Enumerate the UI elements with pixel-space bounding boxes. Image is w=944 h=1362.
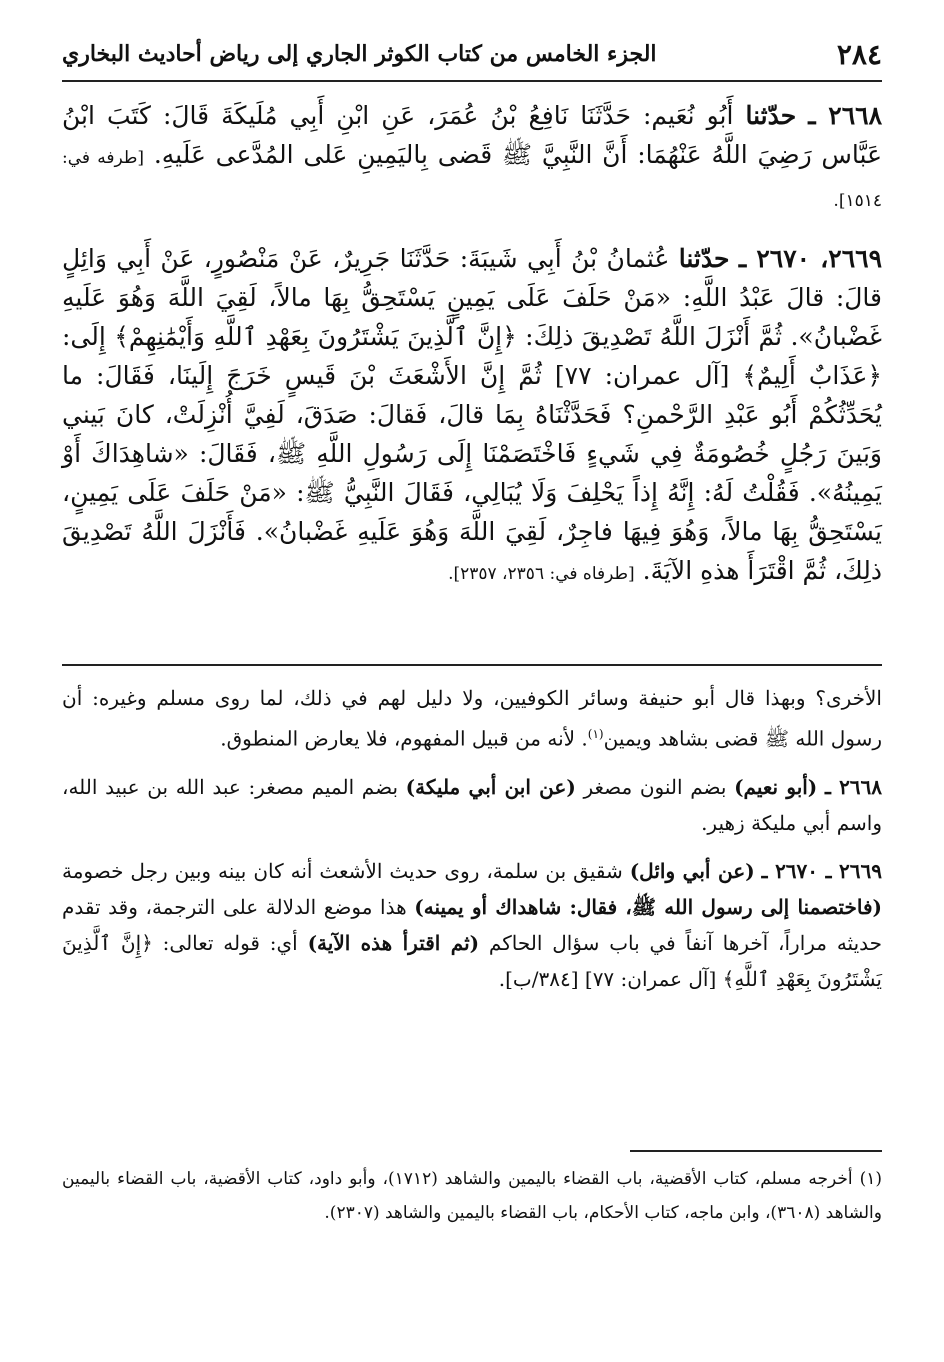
footnote-1: (١) أخرجه مسلم، كتاب الأقضية، باب القضاء باليمين والشاهد (١٧١٢)، وأبو داود، كتاب الأقضية، باب القضاء باليمين والشاهد (٣٦٠٨)، وابن ماجه، كتاب الأحكام، باب القضاء باليمين والشاهد (٢٣٠٧). xyxy=(62,1169,882,1223)
section-divider xyxy=(62,664,882,666)
running-header xyxy=(62,28,882,82)
commentary-text: شقيق بن سلمة، روى حديث الأشعث أنه كان بينه وبين رجل خصومة xyxy=(62,858,623,883)
page-number: ٢٨٤ xyxy=(836,37,882,71)
commentary-paragraph xyxy=(62,680,882,757)
commentary-number: ٢٦٦٩ ـ ٢٦٧٠ ـ xyxy=(761,858,882,883)
hadith-chain-word: حدّثنا xyxy=(678,244,730,273)
quoted-term: (أبو نعيم) xyxy=(734,774,818,799)
hadith-2668 xyxy=(62,96,882,221)
commentary-section xyxy=(62,680,882,1009)
footnote-divider xyxy=(630,1150,882,1152)
quoted-term: (فاختصمنا إلى رسول الله ﷺ، فقال: شاهداك أو يمينه) xyxy=(414,894,883,919)
hadith-chain-word: حدّثنا xyxy=(745,101,797,130)
commentary-number: ٢٦٦٨ ـ xyxy=(824,774,883,799)
commentary-paragraph xyxy=(62,853,882,997)
cross-reference: [طرفاه في: ٢٣٥٦، ٢٣٥٧]. xyxy=(448,564,635,584)
hadith-number: ٢٦٦٨ ـ xyxy=(808,101,882,130)
commentary-text: بضم النون مصغر xyxy=(583,774,727,799)
hadith-text: عُثمانُ بْنُ أَبِي شَيبَةَ: حَدَّثَنَا جَرِيرٌ، عَنْ مَنْصُورٍ، عَنْ أَبِي وَائِلٍ قالَ: قالَ عَبْدُ اللَّهِ: «مَنْ حَلَفَ عَلَى يَمِينٍ يَسْتَحِقُّ بِهَا مالاً، لَقِيَ اللَّهَ وَهُوَ عَلَيهِ غَضْبانُ». ثُمَّ أَنْزَلَ اللَّهُ تَصْدِيقَ ذلِكَ: ﴿إِنَّ ٱلَّذِينَ يَشْتَرُونَ بِعَهْدِ ٱللَّهِ وَأَيْمَٰنِهِمْ﴾ إِلَى: ﴿عَذَابٌ أَلِيمٌ﴾ [آل عمران: ٧٧] ثُمَّ إِنَّ الأَشْعَثَ بْنَ قَيسٍ خَرَجَ إِلَينَا، فَقَالَ: ما يُحَدِّثُكُمْ أَبُو عَبْدِ الرَّحْمنِ؟ فَحَدَّثْنَاهُ بِمَا قالَ، فَقالَ: صَدَقَ، لَفِيَّ أُنْزِلَتْ، كانَ بَيني وَبَينَ رَجُلٍ خُصُومَةٌ فِي شَيءٍ فَاخْتَصَمْنَا إِلَى رَسُولِ اللَّهِ ﷺ، فَقَالَ: «شاهِدَاكَ أَوْ يَمِينُهُ». فَقُلْتُ لَهُ: إِنَّهُ إِذاً يَحْلِفَ وَلَا يُبَالِي، فَقَالَ النَّبِيُّ ﷺ: «مَنْ حَلَفَ عَلَى يَمِينٍ، يَسْتَحِقُّ بِهَا مالاً، وَهُوَ فِيهَا فاجِرٌ، لَقِيَ اللَّهَ وَهُوَ عَلَيهِ غَضْبانُ». فَأَنْزَلَ اللَّهُ تَصْدِيقَ ذلِكَ، ثُمَّ اقْتَرَأَ هذهِ الآيَةَ. xyxy=(62,244,883,585)
hadith-number: ٢٦٦٩، ٢٦٧٠ ـ xyxy=(738,244,882,273)
footnote-marker[interactable]: (١) xyxy=(587,727,604,741)
commentary-text: أي: قوله تعالى: ﴿إِنَّ ٱلَّذِينَ يَشْتَرُونَ بِعَهْدِ ٱللَّهِ﴾ [آل عمران: ٧٧] [٣٨٤/ب]. xyxy=(62,930,882,991)
quoted-term: (ثم اقترأ هذه الآية) xyxy=(307,930,480,955)
commentary-text: . لأنه من قبيل المفهوم، فلا يعارض المنطوق. xyxy=(220,726,588,751)
commentary-text: بضم الميم مصغر: عبد الله بن عبيد الله، واسم أبي مليكة زهير. xyxy=(62,774,882,835)
footnote-section xyxy=(62,1162,882,1244)
quoted-term: (عن أبي وائل) xyxy=(629,858,755,883)
commentary-text: الأخرى؟ وبهذا قال أبو حنيفة وسائر الكوفيين، ولا دليل لهم في ذلك، لما روى مسلم وغيره: أن رسول الله ﷺ قضى بشاهد ويمين xyxy=(62,686,882,751)
quoted-term: (عن ابن أبي مليكة) xyxy=(405,774,576,799)
cross-reference: [طرفه في: ١٥١٤]. xyxy=(62,148,882,211)
commentary-paragraph xyxy=(62,769,882,841)
book-title: الجزء الخامس من كتاب الكوثر الجاري إلى رياض أحاديث البخاري xyxy=(62,41,657,67)
hadith-2669-2670 xyxy=(62,239,882,594)
hadith-section xyxy=(62,96,882,612)
hadith-text: أَبُو نُعَيم: حَدَّثَنَا نَافِعُ بْنُ عُمَرَ، عَنِ ابْنِ أَبِي مُلَيكَةَ قَالَ: كَتَبَ ابْنُ عَبَّاس رَضِيَ اللَّهُ عَنْهُمَا: أَنَّ النَّبِيَّ ﷺ قَضى بِاليَمِينِ عَلى المُدَّعى عَلَيهِ. xyxy=(62,101,883,169)
commentary-text: هذا موضع الدلالة على الترجمة، وقد تقدم حديثه مراراً، آخرها آنفاً في باب سؤال الحاكم xyxy=(62,894,883,955)
